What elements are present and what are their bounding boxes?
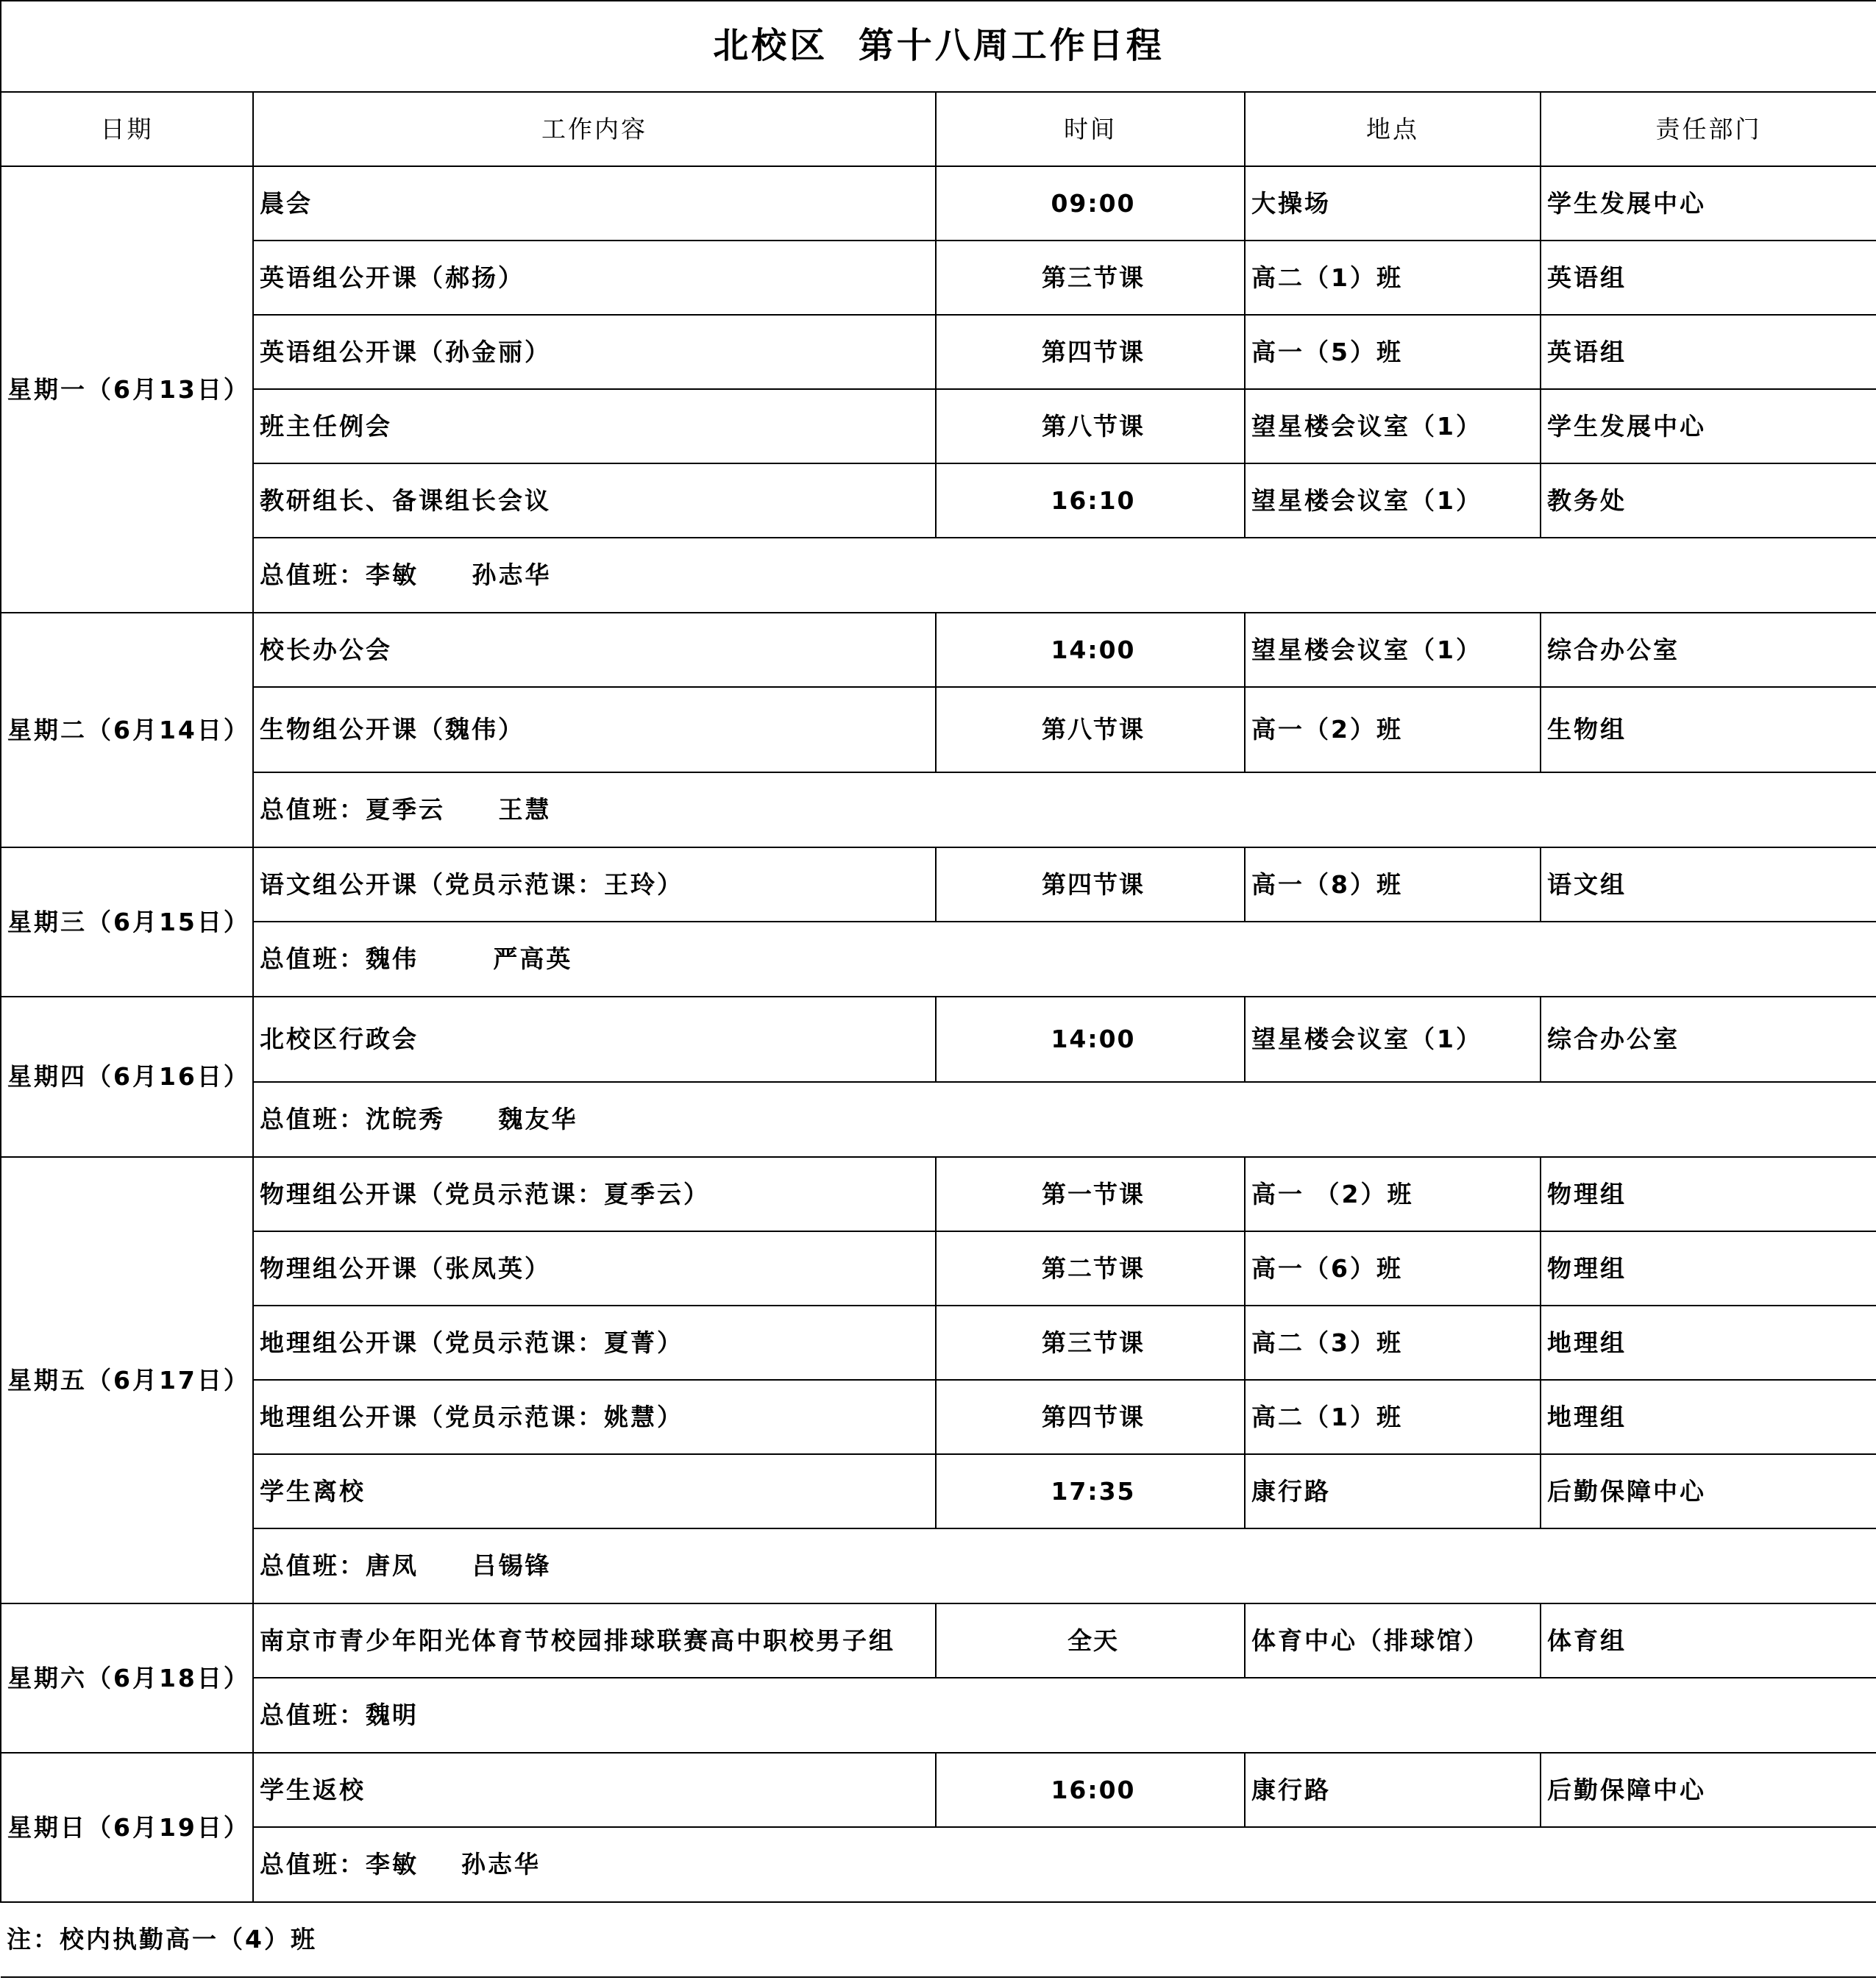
day-date-cell: 星期日（6月19日） — [1, 1753, 253, 1902]
duty-cell: 总值班：魏明 — [253, 1678, 1876, 1753]
location-cell: 大操场 — [1245, 166, 1541, 241]
department-cell: 后勤保障中心 — [1541, 1753, 1876, 1827]
department-cell: 教务处 — [1541, 463, 1876, 538]
time-cell: 14:00 — [936, 613, 1245, 687]
time-cell: 第四节课 — [936, 315, 1245, 389]
department-cell: 地理组 — [1541, 1306, 1876, 1380]
duty-row — [1, 538, 1876, 613]
table-row — [1, 1753, 1876, 1827]
location-cell: 高一 （2）班 — [1245, 1157, 1541, 1231]
footer-row — [1, 1902, 1876, 1977]
department-cell: 后勤保障中心 — [1541, 1454, 1876, 1528]
time-cell: 16:00 — [936, 1753, 1245, 1827]
department-cell: 生物组 — [1541, 687, 1876, 772]
duty-cell: 总值班：李敏 孙志华 — [253, 1827, 1876, 1902]
header-row — [1, 92, 1876, 166]
header-work: 工作内容 — [253, 92, 936, 166]
duty-row — [1, 1528, 1876, 1603]
table-row — [1, 1454, 1876, 1528]
department-cell: 英语组 — [1541, 241, 1876, 315]
work-content-cell: 班主任例会 — [253, 389, 936, 463]
table-row — [1, 1231, 1876, 1306]
work-content-cell: 物理组公开课（张凤英） — [253, 1231, 936, 1306]
location-cell: 康行路 — [1245, 1753, 1541, 1827]
day-date-cell: 星期五（6月17日） — [1, 1157, 253, 1603]
header-dept: 责任部门 — [1541, 92, 1876, 166]
time-cell: 第二节课 — [936, 1231, 1245, 1306]
location-cell: 体育中心（排球馆） — [1245, 1603, 1541, 1678]
location-cell: 望星楼会议室（1） — [1245, 613, 1541, 687]
work-content-cell: 学生离校 — [253, 1454, 936, 1528]
day-date-cell: 星期三（6月15日） — [1, 847, 253, 997]
duty-row — [1, 1678, 1876, 1753]
location-cell: 高二（1）班 — [1245, 1380, 1541, 1454]
department-cell: 物理组 — [1541, 1157, 1876, 1231]
duty-row — [1, 772, 1876, 847]
work-content-cell: 英语组公开课（郝扬） — [253, 241, 936, 315]
location-cell: 高二（3）班 — [1245, 1306, 1541, 1380]
location-cell: 望星楼会议室（1） — [1245, 463, 1541, 538]
work-content-cell: 地理组公开课（党员示范课：夏菁） — [253, 1306, 936, 1380]
table-row — [1, 166, 1876, 241]
time-cell: 全天 — [936, 1603, 1245, 1678]
location-cell: 望星楼会议室（1） — [1245, 389, 1541, 463]
table-row — [1, 847, 1876, 922]
duty-row — [1, 1082, 1876, 1157]
table-row — [1, 1157, 1876, 1231]
table-row — [1, 241, 1876, 315]
work-content-cell: 北校区行政会 — [253, 997, 936, 1082]
duty-cell: 总值班：沈皖秀 魏友华 — [253, 1082, 1876, 1157]
work-content-cell: 地理组公开课（党员示范课：姚慧） — [253, 1380, 936, 1454]
footer-note: 注：校内执勤高一（4）班 — [1, 1902, 1876, 1977]
work-content-cell: 校长办公会 — [253, 613, 936, 687]
department-cell: 英语组 — [1541, 315, 1876, 389]
work-content-cell: 南京市青少年阳光体育节校园排球联赛高中职校男子组 — [253, 1603, 936, 1678]
location-cell: 望星楼会议室（1） — [1245, 997, 1541, 1082]
department-cell: 地理组 — [1541, 1380, 1876, 1454]
department-cell: 学生发展中心 — [1541, 389, 1876, 463]
header-time: 时间 — [936, 92, 1245, 166]
time-cell: 第八节课 — [936, 389, 1245, 463]
department-cell: 语文组 — [1541, 847, 1876, 922]
work-content-cell: 英语组公开课（孙金丽） — [253, 315, 936, 389]
table-row — [1, 997, 1876, 1082]
time-cell: 第三节课 — [936, 241, 1245, 315]
table-row — [1, 1380, 1876, 1454]
work-content-cell: 晨会 — [253, 166, 936, 241]
duty-row — [1, 1827, 1876, 1902]
location-cell: 高一（2）班 — [1245, 687, 1541, 772]
location-cell: 高一（5）班 — [1245, 315, 1541, 389]
table-row — [1, 1306, 1876, 1380]
title-row — [1, 1, 1876, 92]
work-content-cell: 语文组公开课（党员示范课：王玲） — [253, 847, 936, 922]
time-cell: 第一节课 — [936, 1157, 1245, 1231]
location-cell: 高二（1）班 — [1245, 241, 1541, 315]
day-date-cell: 星期四（6月16日） — [1, 997, 253, 1157]
time-cell: 09:00 — [936, 166, 1245, 241]
department-cell: 综合办公室 — [1541, 997, 1876, 1082]
department-cell: 物理组 — [1541, 1231, 1876, 1306]
time-cell: 17:35 — [936, 1454, 1245, 1528]
duty-cell: 总值班：李敏 孙志华 — [253, 538, 1876, 613]
time-cell: 第四节课 — [936, 1380, 1245, 1454]
department-cell: 体育组 — [1541, 1603, 1876, 1678]
duty-cell: 总值班：魏伟 严高英 — [253, 922, 1876, 997]
work-content-cell: 教研组长、备课组长会议 — [253, 463, 936, 538]
table-row — [1, 687, 1876, 772]
time-cell: 第四节课 — [936, 847, 1245, 922]
time-cell: 第三节课 — [936, 1306, 1245, 1380]
work-content-cell: 生物组公开课（魏伟） — [253, 687, 936, 772]
day-date-cell: 星期二（6月14日） — [1, 613, 253, 847]
duty-cell: 总值班：唐凤 吕锡锋 — [253, 1528, 1876, 1603]
page-title: 北校区 第十八周工作日程 — [1, 1, 1876, 92]
department-cell: 学生发展中心 — [1541, 166, 1876, 241]
table-row — [1, 389, 1876, 463]
work-content-cell: 物理组公开课（党员示范课：夏季云） — [253, 1157, 936, 1231]
table-row — [1, 1603, 1876, 1678]
location-cell: 高一（8）班 — [1245, 847, 1541, 922]
table-row — [1, 463, 1876, 538]
header-place: 地点 — [1245, 92, 1541, 166]
time-cell: 第八节课 — [936, 687, 1245, 772]
time-cell: 14:00 — [936, 997, 1245, 1082]
duty-cell: 总值班：夏季云 王慧 — [253, 772, 1876, 847]
location-cell: 康行路 — [1245, 1454, 1541, 1528]
time-cell: 16:10 — [936, 463, 1245, 538]
department-cell: 综合办公室 — [1541, 613, 1876, 687]
day-date-cell: 星期六（6月18日） — [1, 1603, 253, 1753]
day-date-cell: 星期一（6月13日） — [1, 166, 253, 613]
table-row — [1, 613, 1876, 687]
duty-row — [1, 922, 1876, 997]
work-content-cell: 学生返校 — [253, 1753, 936, 1827]
header-date: 日期 — [1, 92, 253, 166]
table-row — [1, 315, 1876, 389]
location-cell: 高一（6）班 — [1245, 1231, 1541, 1306]
